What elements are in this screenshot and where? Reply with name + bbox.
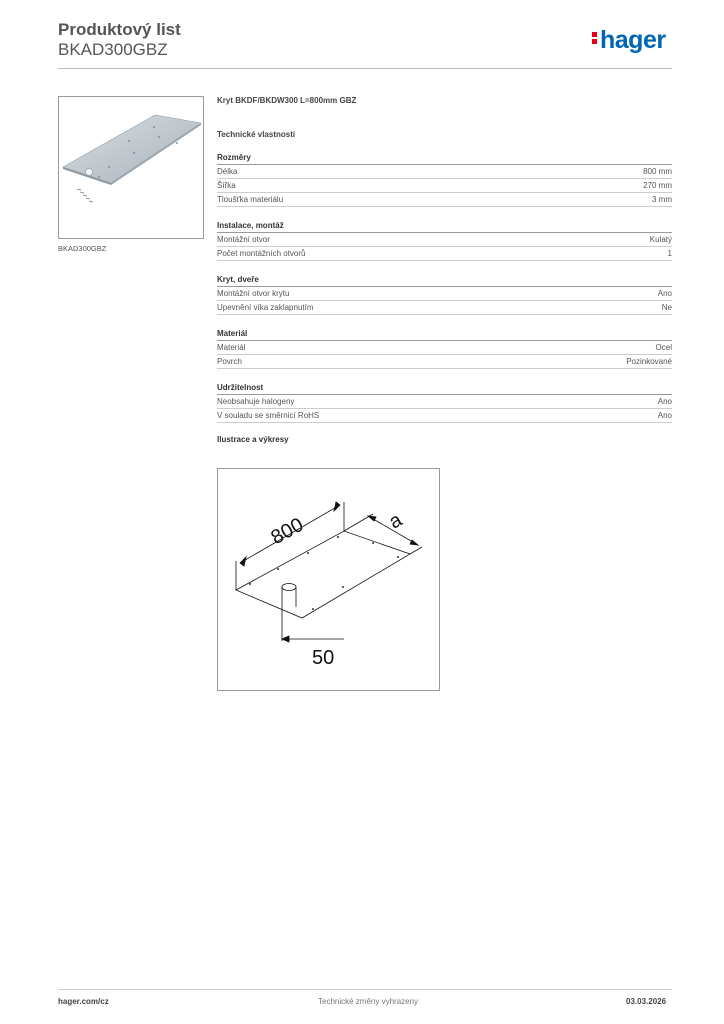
spec-label: Šířka [217, 181, 236, 190]
spec-row [217, 395, 672, 409]
spec-label: Tloušťka materiálu [217, 195, 284, 204]
spec-group-title: Kryt, dveře [217, 273, 672, 287]
spec-section [217, 96, 672, 449]
dimension-length-label: 800 [267, 513, 308, 550]
spec-row [217, 247, 672, 261]
spec-value: 1 [667, 249, 672, 258]
spec-value: Ocel [655, 343, 672, 352]
spec-label: Montážní otvor krytu [217, 289, 290, 298]
dimension-drawing [218, 469, 439, 690]
logo-dots-icon [592, 30, 597, 46]
spec-value: 3 mm [652, 195, 672, 204]
footer-date: 03.03.2026 [626, 997, 667, 1006]
hager-logo[interactable] [592, 26, 666, 55]
spec-label: Neobsahuje halogeny [217, 397, 295, 406]
spec-value: 270 mm [643, 181, 672, 190]
spec-row [217, 301, 672, 315]
illustrations-heading: Ilustrace a výkresy [217, 435, 289, 444]
header-divider [58, 68, 672, 69]
spec-value: Ano [657, 289, 672, 298]
spec-value: Ne [661, 303, 672, 312]
spec-label: Montážní otvor [217, 235, 270, 244]
product-code: BKAD300GBZ [58, 40, 168, 59]
page-title: Produktový list [58, 20, 181, 39]
footer-divider [58, 989, 672, 990]
spec-value: Ano [657, 411, 672, 420]
footer-website-link[interactable]: hager.com/cz [58, 997, 109, 1006]
spec-group-installation [217, 219, 672, 261]
product-image-caption: BKAD300GBZ [58, 244, 107, 253]
spec-row [217, 409, 672, 423]
spec-value: 800 mm [643, 167, 672, 176]
footer-notice: Technické změny vyhrazeny [318, 997, 419, 1006]
spec-group-title: Materiál [217, 327, 672, 341]
spec-label: Materiál [217, 343, 246, 352]
spec-value: Pozinkované [626, 357, 672, 366]
spec-row [217, 341, 672, 355]
spec-label: Povrch [217, 357, 242, 366]
spec-row [217, 193, 672, 207]
spec-label: V souladu se směrnicí RoHS [217, 411, 320, 420]
spec-group-title: Rozměry [217, 151, 672, 165]
product-name: Kryt BKDF/BKDW300 L=800mm GBZ [217, 96, 357, 105]
technical-drawing [217, 468, 440, 691]
spec-group-sustainability [217, 381, 672, 423]
product-image [58, 96, 204, 239]
spec-label: Délka [217, 167, 238, 176]
spec-label: Počet montážních otvorů [217, 249, 306, 258]
spec-label: Upevnění víka zaklapnutím [217, 303, 314, 312]
cover-plate-icon [59, 97, 203, 238]
spec-row [217, 355, 672, 369]
logo-text: hager [600, 26, 666, 54]
dimension-offset-label: 50 [312, 647, 335, 669]
spec-group-title: Instalace, montáž [217, 219, 672, 233]
tech-properties-heading: Technické vlastnosti [217, 130, 296, 139]
spec-row [217, 165, 672, 179]
spec-group-cover [217, 273, 672, 315]
dimension-width-label: a [385, 508, 406, 534]
spec-value: Kulatý [649, 235, 672, 244]
spec-group-material [217, 327, 672, 369]
spec-row [217, 179, 672, 193]
spec-value: Ano [657, 397, 672, 406]
spec-row [217, 287, 672, 301]
spec-row [217, 233, 672, 247]
spec-group-title: Udržitelnost [217, 381, 672, 395]
spec-group-dimensions [217, 151, 672, 207]
